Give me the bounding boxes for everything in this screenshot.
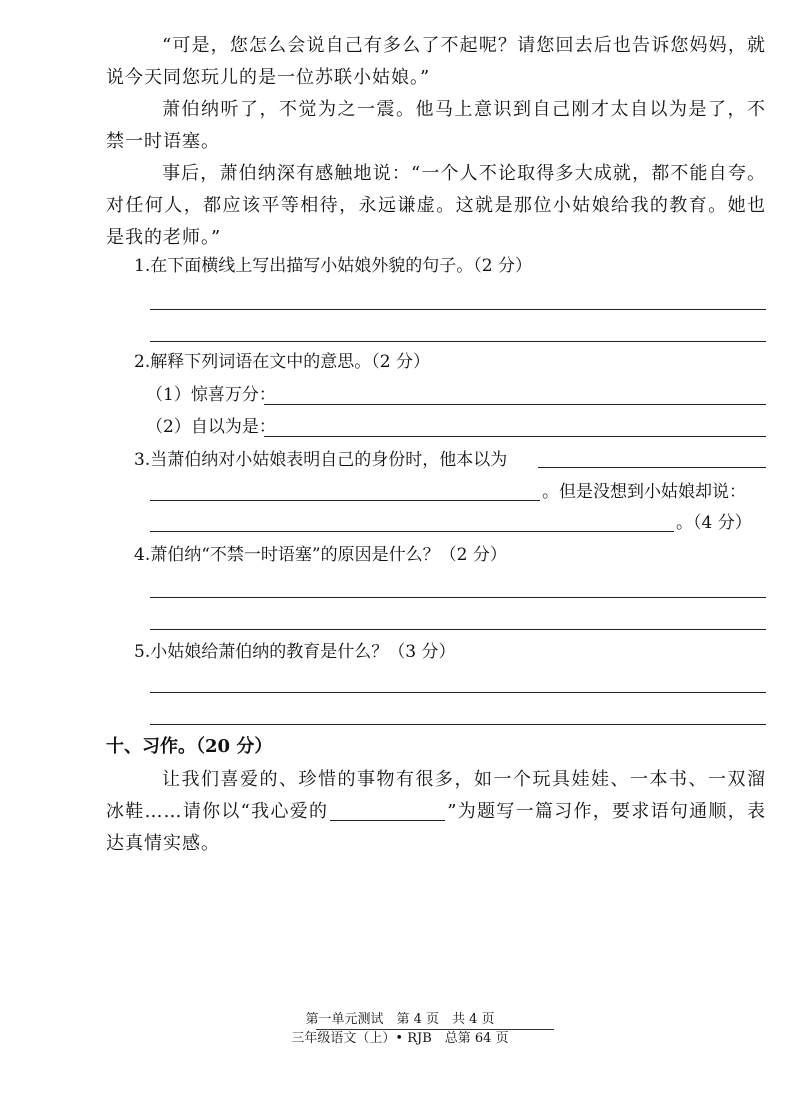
answer-line-q3-3[interactable] [150,531,674,532]
question-4: 4.萧伯纳“不禁一时语塞”的原因是什么？（2 分） [134,545,507,565]
section-10-prompt-after: ”为题写一篇习作，要求语句通顺，表达真情实感。 [106,801,766,854]
footer-line-1: 第一单元测试 第 4 页 共 4 页 [305,1012,495,1027]
question-2-item-2-label: （2）自以为是： [146,417,276,437]
answer-line-q4-1[interactable] [150,597,766,598]
question-5: 5.小姑娘给萧伯纳的教育是什么？（3 分） [134,642,456,662]
story-paragraph-3: 事后，萧伯纳深有感触地说：“一个人不论取得多大成就，都不能自夸。对任何人，都应该平等相待，永远谦虚。这就是那位小姑娘给我的教育。她也是我的老师。” [106,163,766,248]
answer-line-q5-2[interactable] [150,724,766,725]
section-10-heading: 十、习作。（20 分） [106,736,273,757]
section-10-prompt-before: 让我们喜爱的、珍惜的事物有很多，如一个玩具娃娃、一本书、一双溜冰鞋……请你以“我心爱的 [106,769,766,822]
answer-line-q1-1[interactable] [150,309,766,310]
question-2: 2.解释下列词语在文中的意思。（2 分） [134,352,430,372]
title-blank-line[interactable] [330,802,445,821]
section-10-prompt [106,764,766,860]
answer-line-q5-1[interactable] [150,692,766,693]
answer-line-q3-2[interactable] [150,500,540,501]
answer-line-q1-2[interactable] [150,341,766,342]
question-3-part-1: 3.当萧伯纳对小姑娘表明自己的身份时，他本以为 [134,450,508,470]
answer-line-q2-2[interactable] [264,436,766,437]
question-2-item-1-label: （1）惊喜万分： [146,385,276,405]
question-3-part-2: 。但是没想到小姑娘却说： [542,482,746,502]
story-paragraph-2: 萧伯纳听了，不觉为之一震。他马上意识到自己刚才太自以为是了，不禁一时语塞。 [106,99,766,152]
footer-divider [316,1029,554,1030]
answer-line-q3-1[interactable] [538,467,766,468]
footer-line-2: 三年级语文（上）• RJB 总第 64 页 [291,1031,509,1046]
story-paragraph-1: “可是，您怎么会说自己有多么了不起呢？请您回去后也告诉您妈妈，就说今天同您玩儿的是一位苏联小姑娘。” [106,35,766,88]
question-3-part-3: 。（4 分） [676,513,752,533]
answer-line-q2-1[interactable] [264,404,766,405]
answer-line-q4-2[interactable] [150,629,766,630]
question-1: 1.在下面横线上写出描写小姑娘外貌的句子。（2 分） [134,256,532,276]
